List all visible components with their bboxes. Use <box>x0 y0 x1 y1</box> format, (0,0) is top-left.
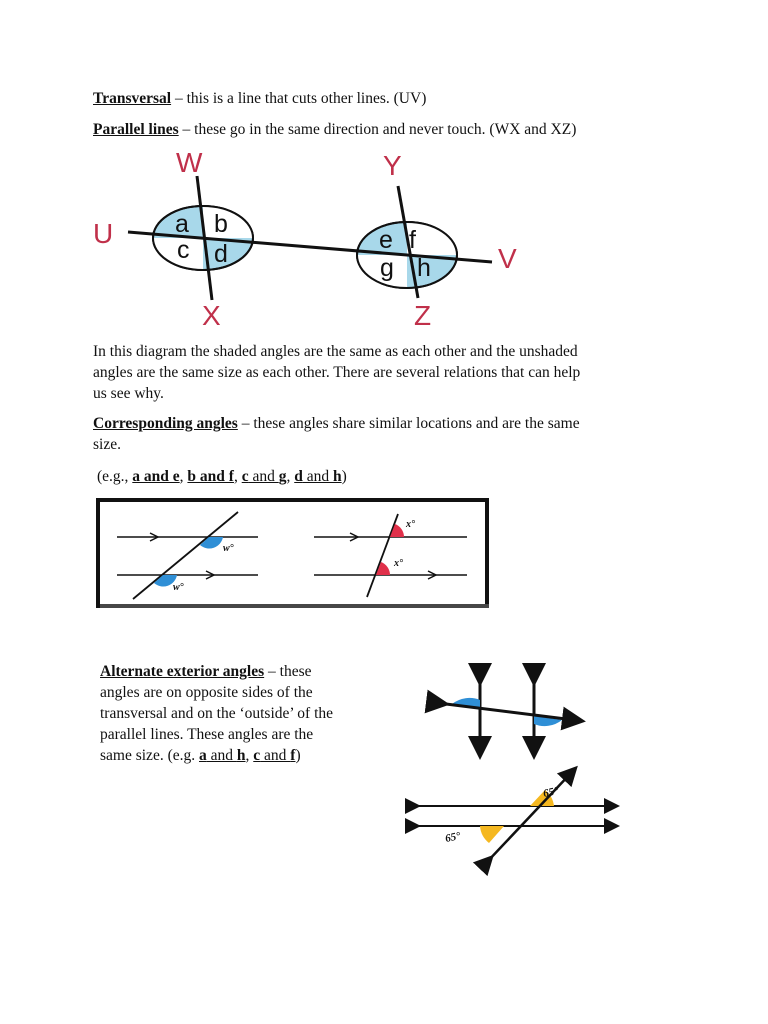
label-w: W <box>176 147 203 178</box>
angle-g: g <box>380 254 394 282</box>
example-d-and: and <box>302 468 333 485</box>
alternate-text-4: parallel lines. These angles are the <box>100 726 314 743</box>
label-x-lower: x° <box>394 558 403 569</box>
alternate-example-open: same size. (e.g. <box>100 747 199 764</box>
corresponding-term: Corresponding angles <box>93 415 238 432</box>
explanation-line-2: angles are the same size as each other. There are several relations that can help <box>93 364 581 381</box>
parallel-term: Parallel lines <box>93 121 179 138</box>
transversal-text: – this is a line that cuts other lines. (UV) <box>171 90 427 107</box>
label-x-upper: x° <box>406 519 415 530</box>
parallel-text: – these go in the same direction and never touch. (WX and XZ) <box>178 121 577 138</box>
angle-b: b <box>214 210 228 238</box>
label-u: U <box>93 218 114 249</box>
corresponding-text-2: size. <box>93 436 121 453</box>
angle-f: f <box>409 226 416 254</box>
alternate-term: Alternate exterior angles <box>100 663 265 680</box>
label-v: V <box>498 243 517 274</box>
angle-c: c <box>177 236 190 264</box>
alt-example-f: f <box>290 747 296 764</box>
label-65-upper: 65° <box>542 784 560 800</box>
alt-example-c-and: and <box>260 747 291 764</box>
examples-open: (e.g., <box>97 468 133 485</box>
alternate-text-1: – these <box>264 663 312 680</box>
alt-example-a: a <box>199 747 207 764</box>
alternate-text-3: transversal and on the ‘outside’ of the <box>100 705 333 722</box>
examples-sep-2: , <box>233 468 242 485</box>
example-c-and: and <box>248 468 279 485</box>
alt-example-close: ) <box>295 747 301 764</box>
example-c: c <box>241 468 249 485</box>
alt-example-h: h <box>236 747 246 764</box>
angle-a: a <box>175 210 189 238</box>
example-d: d <box>294 468 303 485</box>
label-65-lower: 65° <box>444 829 462 845</box>
example-a-and-e: a and e <box>132 468 180 485</box>
explanation-line-1: In this diagram the shaded angles are the same as each other and the unshaded <box>93 343 578 360</box>
alt-example-a-and: and <box>206 747 237 764</box>
explanation-line-3: us see why. <box>93 385 164 402</box>
example-h: h <box>333 468 342 485</box>
examples-sep-1: , <box>179 468 188 485</box>
alt-example-c: c <box>253 747 261 764</box>
angle-e: e <box>379 226 393 254</box>
label-w-upper: w° <box>223 543 234 554</box>
label-x: X <box>202 300 221 331</box>
label-z: Z <box>414 300 432 331</box>
example-g: g <box>278 468 287 485</box>
corresponding-text-1: – these angles share similar locations and are the same <box>237 415 580 432</box>
examples-sep-3: , <box>286 468 295 485</box>
alternate-text-2: angles are on opposite sides of the <box>100 684 313 701</box>
label-y: Y <box>383 150 402 181</box>
alt-example-sep: , <box>245 747 254 764</box>
angle-d: d <box>214 240 228 268</box>
transversal-term: Transversal <box>93 90 172 107</box>
example-b-and-f: b and f <box>187 468 234 485</box>
label-w-lower: w° <box>173 582 184 593</box>
angle-h: h <box>417 254 431 282</box>
examples-close: ) <box>341 468 347 485</box>
